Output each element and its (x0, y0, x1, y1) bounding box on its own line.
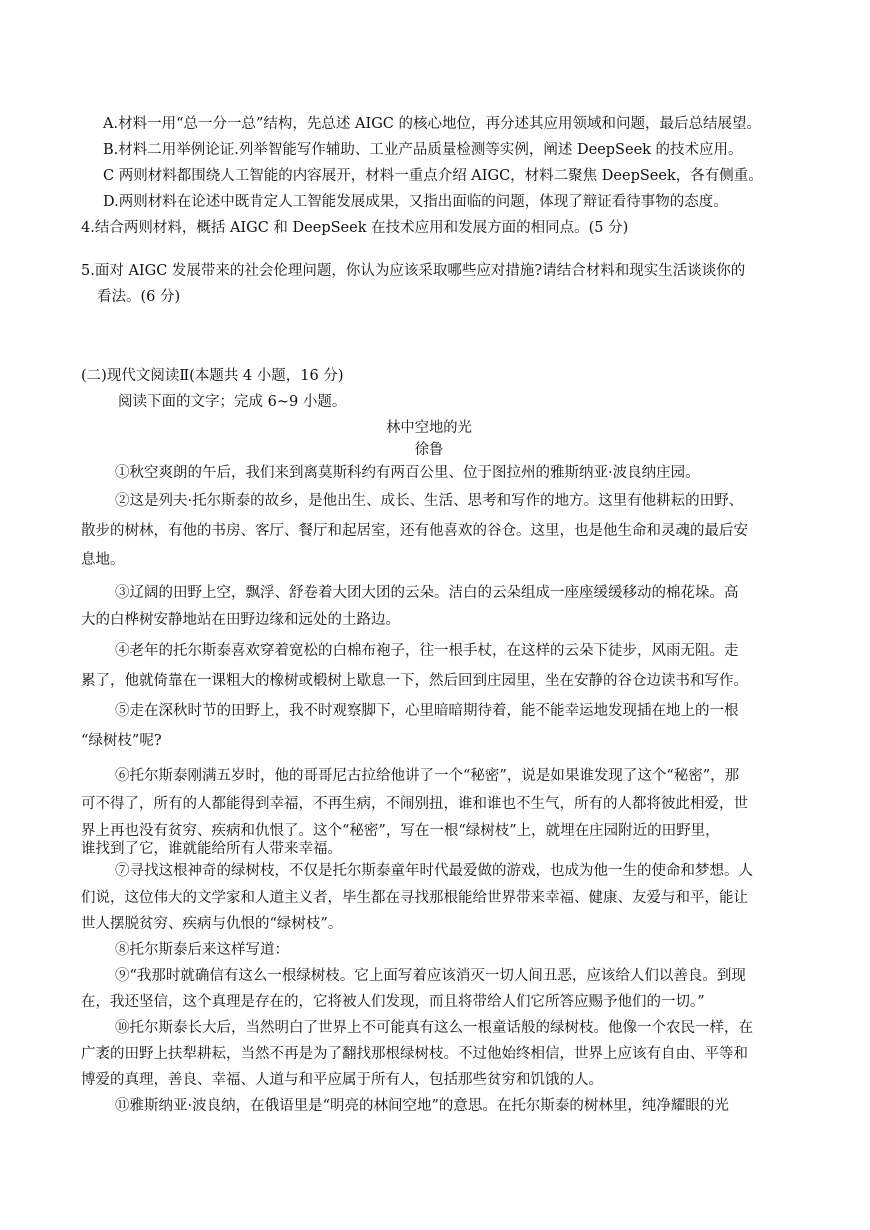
article-line: 大的白桦树安静地站在田野边缘和远处的土路边。 (81, 612, 400, 628)
article-line: 息地。 (81, 552, 125, 568)
article-line: ⑤走在深秋时节的田野上，我不时观察脚下，心里暗暗期待着，能不能幸运地发现插在地上的一根 (115, 703, 739, 719)
option-d: D.两则材料在论述中既肯定人工智能发展成果，又指出面临的问题，体现了辩证看待事物的态度。 (103, 194, 728, 210)
reading-instruction: 阅读下面的文字；完成 6~9 小题。 (118, 394, 347, 410)
article-line: 博爱的真理，善良、幸福、人道与和平应属于所有人，包括那些贫穷和饥饿的人。 (81, 1072, 603, 1088)
question-4: 4.结合两则材料，概括 AIGC 和 DeepSeek 在技术应用和发展方面的相同点。(5 分) (81, 220, 629, 236)
option-a: A.材料一用“总一分一总”结构，先总述 AIGC 的核心地位，再分述其应用领域和问题，最后总结展望。 (103, 116, 761, 132)
section-heading: (二)现代文阅读Ⅱ(本题共 4 小题，16 分) (81, 368, 344, 384)
article-author: 徐鲁 (414, 442, 444, 458)
article-line: 世人摆脱贫穷、疾病与仇恨的“绿树枝”。 (81, 916, 343, 932)
article-line: ⑥托尔斯泰刚满五岁时，他的哥哥尼古拉给他讲了一个“秘密”，说是如果谁发现了这个“秘密”，那 (115, 768, 740, 784)
article-line: ③辽阔的田野上空，飘浮、舒卷着大团大团的云朵。洁白的云朵组成一座座缓缓移动的棉花垛。高 (115, 585, 739, 601)
article-line: 们说，这位伟大的文学家和人道主义者，毕生都在寻找那根能给世界带来幸福、健康、友爱与和平，能让 (81, 890, 748, 906)
article-line: ④老年的托尔斯泰喜欢穿着宽松的白棉布袍子，往一根手杖，在这样的云朵下徒步，风雨无阻。走 (115, 643, 739, 659)
article-line: ⑩托尔斯泰长大后，当然明白了世界上不可能真有这么一根童话般的绿树枝。他像一个农民一样，在 (115, 1020, 753, 1036)
question-5-line-2: 看法。(6 分) (97, 289, 181, 305)
question-5-line-1: 5.面对 AIGC 发展带来的社会伦理问题，你认为应该采取哪些应对措施?请结合材料和现实生活谈谈你的 (81, 263, 746, 279)
article-line: 谁找到了它，谁就能给所有人带来幸福。 (81, 841, 342, 857)
article-line: ②这是列夫·托尔斯泰的故乡，是他出生、成长、生活、思考和写作的地方。这里有他耕耘的田野、 (115, 493, 744, 509)
option-c: C 两则材料都围绕人工智能的内容展开，材料一重点介绍 AIGC，材料二聚焦 DeepSeek，各有侧重。 (103, 168, 763, 184)
article-line: 累了，他就倚靠在一课粗大的橡树或椴树上歇息一下，然后回到庄园里，坐在安静的谷仓边读书和写作。 (81, 673, 748, 689)
article-line: ⑪雅斯纳亚·波良纳，在俄语里是“明亮的林间空地”的意思。在托尔斯泰的树林里，纯净耀眼的光 (115, 1098, 729, 1114)
article-line: ⑦寻找这根神奇的绿树枝，不仅是托尔斯泰童年时代最爱做的游戏，也成为他一生的使命和梦想。人 (115, 863, 753, 879)
article-line: ⑨“我那时就确信有这么一根绿树枝。它上面写着应该消灭一切人间丑恶，应该给人们以善良。到现 (115, 968, 746, 984)
article-title: 林中空地的光 (386, 420, 472, 436)
article-line: 广袤的田野上扶犁耕耘，当然不再是为了翻找那根绿树枝。不过他始终相信，世界上应该有自由、平等和 (81, 1046, 748, 1062)
article-line: 界上再也没有贫穷、疾病和仇恨了。这个“秘密”，写在一根“绿树枝”上，就埋在庄园附近的田野里， (81, 823, 720, 839)
article-line: 在，我还坚信，这个真理是存在的，它将被人们发现，而且将带给人们它所答应赐予他们的一切。” (81, 994, 705, 1010)
article-line: “绿树枝”呢? (81, 733, 162, 749)
article-line: 可不得了，所有的人都能得到幸福，不再生病，不闹别扭，谁和谁也不生气，所有的人都将彼此相爱，世 (81, 796, 748, 812)
article-line: ①秋空爽朗的午后，我们来到离莫斯科约有两百公里、位于图拉州的雅斯纳亚·波良纳庄园。 (115, 465, 700, 481)
article-line: ⑧托尔斯泰后来这样写道： (115, 942, 289, 958)
article-line: 散步的树林，有他的书房、客厅、餐厅和起居室，还有他喜欢的谷仓。这里，也是他生命和灵魂的最后安 (81, 523, 748, 539)
option-b: B.材料二用举例论证.列举智能写作辅助、工业产品质量检测等实例，阐述 DeepSeek 的技术应用。 (103, 142, 743, 158)
